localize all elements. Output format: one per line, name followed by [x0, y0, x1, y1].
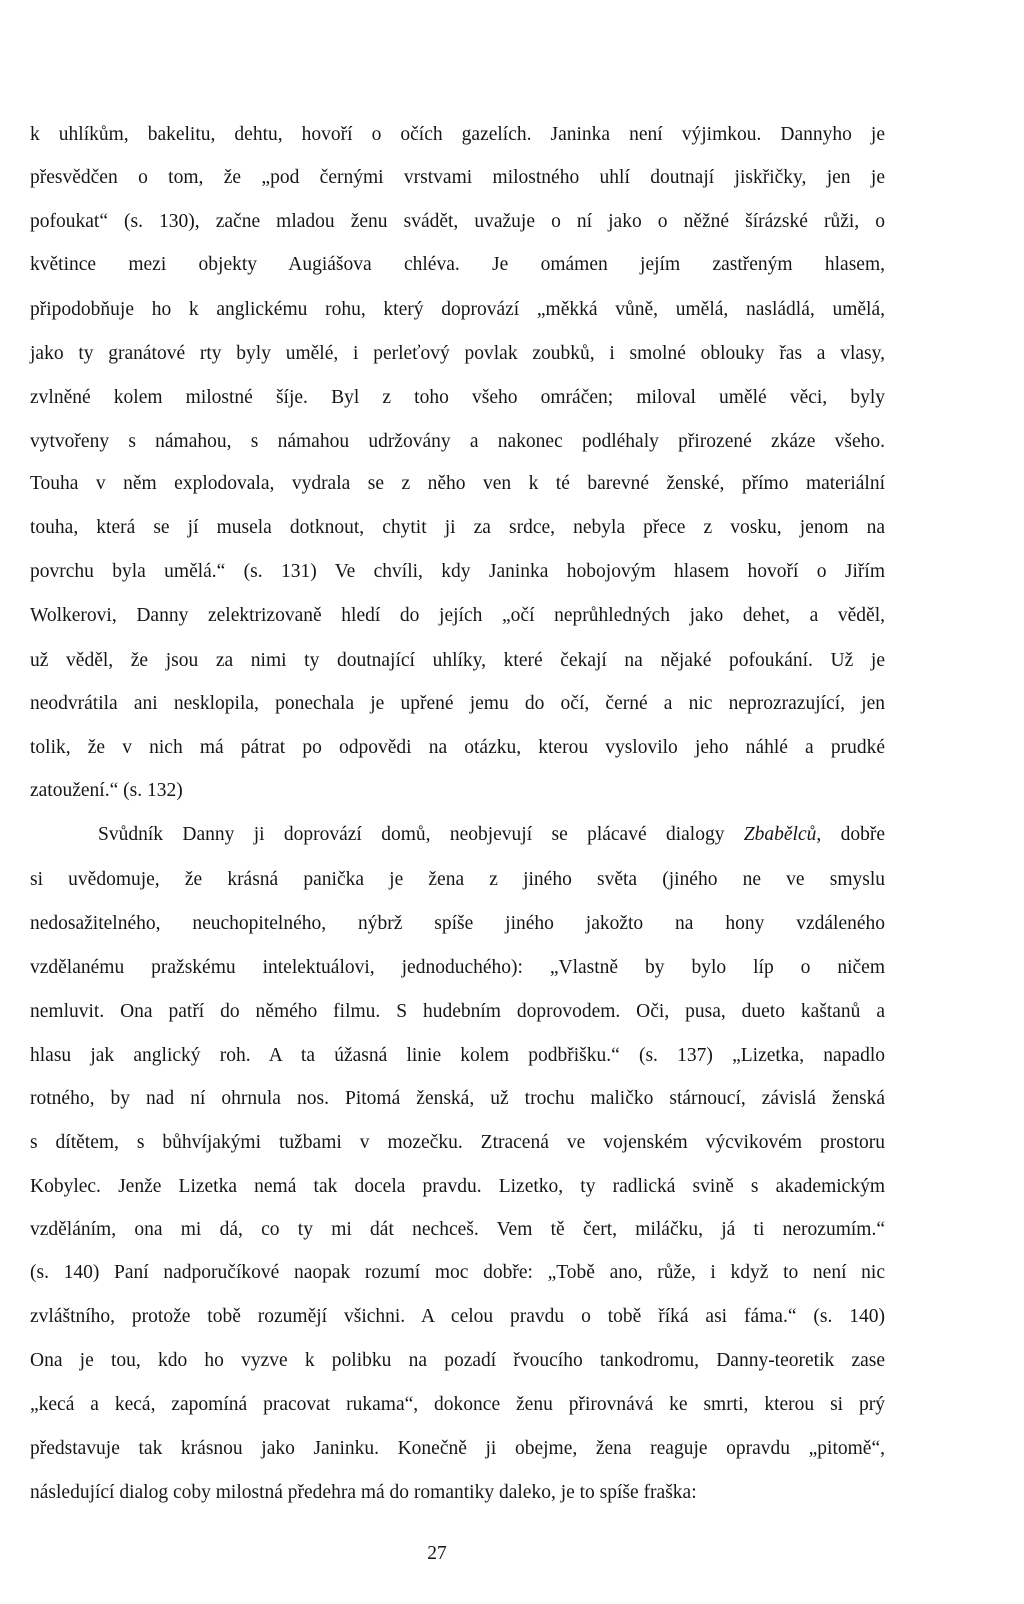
text-line: tolik, že v nich má pátrat po odpovědi na otázku, kterou vyslovilo jeho náhlé a prudké: [30, 737, 885, 758]
text-line: nedosažitelného, neuchopitelného, nýbrž spíše jiného jakožto na hony vzdáleného: [30, 913, 885, 934]
text-line: „kecá a kecá, zapomíná pracovat rukama“, dokonce ženu přirovnává ke smrti, kterou si prý: [30, 1394, 885, 1415]
text-line: zatoužení.“ (s. 132): [30, 780, 183, 801]
text-line: neodvrátila ani nesklopila, ponechala je upřené jemu do očí, černé a nic neprozrazující, jen: [30, 693, 885, 714]
text-line: Ona je tou, kdo ho vyzve k polibku na pozadí řvoucího tankodromu, Danny-teoretik zase: [30, 1350, 885, 1371]
text-line: vzděláním, ona mi dá, co ty mi dát nechceš. Vem tě čert, miláčku, já ti nerozumím.“: [30, 1219, 885, 1240]
text-line: povrchu byla umělá.“ (s. 131) Ve chvíli, kdy Janinka hobojovým hlasem hovoří o Jiřím: [30, 561, 885, 582]
text-line: zvláštního, protože tobě rozumějí všichni. A celou pravdu o tobě říká asi fáma.“ (s. 140): [30, 1306, 885, 1327]
text-line: přesvědčen o tom, že „pod černými vrstvami milostného uhlí doutnají jiskřičky, jen je: [30, 167, 885, 188]
text-line: vzdělanému pražskému intelektuálovi, jednoduchého): „Vlastně by bylo líp o ničem: [30, 957, 885, 978]
text-line: Kobylec. Jenže Lizetka nemá tak docela pravdu. Lizetko, ty radlická svině s akademickým: [30, 1176, 885, 1197]
text-line: květince mezi objekty Augiášova chléva. Je omámen jejím zastřeným hlasem,: [30, 254, 885, 275]
text-line: nemluvit. Ona patří do němého filmu. S hudebním doprovodem. Oči, pusa, dueto kaštanů a: [30, 1001, 885, 1022]
text-line: zvlněné kolem milostné šíje. Byl z toho všeho omráčen; miloval umělé věci, byly: [30, 387, 885, 408]
text-line: vytvořeny s námahou, s námahou udržovány a nakonec podléhaly přirozené zkáze všeho.: [30, 431, 885, 452]
text-line: představuje tak krásnou jako Janinku. Konečně ji obejme, žena reaguje opravdu „pitomě“,: [30, 1438, 885, 1459]
book-title: Zbabělců: [743, 824, 817, 845]
text-line: rotného, by nad ní ohrnula nos. Pitomá ženská, už trochu maličko stárnoucí, závislá ženská: [30, 1088, 885, 1109]
text-line: připodobňuje ho k anglickému rohu, který doprovází „měkká vůně, umělá, nasládlá, umělá,: [30, 299, 885, 320]
text-line: (s. 140) Paní nadporučíkové naopak rozumí moc dobře: „Tobě ano, růže, i když to není nic: [30, 1262, 885, 1283]
text-line: Touha v něm explodovala, vydrala se z něho ven k té barevné ženské, přímo materiální: [30, 473, 885, 494]
page-number: 27: [427, 1543, 447, 1564]
text-line: už věděl, že jsou za nimi ty doutnající uhlíky, které čekají na nějaké pofoukání. Už je: [30, 650, 885, 671]
text-line: hlasu jak anglický roh. A ta úžasná linie kolem podbřišku.“ (s. 137) „Lizetka, napadlo: [30, 1045, 885, 1066]
text-line: Wolkerovi, Danny zelektrizovaně hledí do jejích „očí neprůhledných jako dehet, a věděl,: [30, 605, 885, 626]
text-line: s dítětem, s bůhvíjakými tužbami v mozečku. Ztracená ve vojenském výcvikovém prostoru: [30, 1132, 885, 1153]
text-line: následující dialog coby milostná předehra má do romantiky daleko, je to spíše fraška:: [30, 1482, 697, 1503]
text-line: pofoukat“ (s. 130), začne mladou ženu svádět, uvažuje o ní jako o něžné šírázské růži, o: [30, 211, 885, 232]
text-line: k uhlíkům, bakelitu, dehtu, hovoří o očích gazelích. Janinka není výjimkou. Dannyho je: [30, 124, 885, 145]
text-line: touha, která se jí musela dotknout, chytit ji za srdce, nebyla přece z vosku, jenom na: [30, 517, 885, 538]
text-line: Svůdník Danny ji doprovází domů, neobjevují se plácavé dialogy Zbabělců, dobře: [98, 824, 885, 845]
text-line: si uvědomuje, že krásná panička je žena z jiného světa (jiného ne ve smyslu: [30, 869, 885, 890]
text-line: jako ty granátové rty byly umělé, i perleťový povlak zoubků, i smolné oblouky řas a vlasy,: [30, 343, 885, 364]
